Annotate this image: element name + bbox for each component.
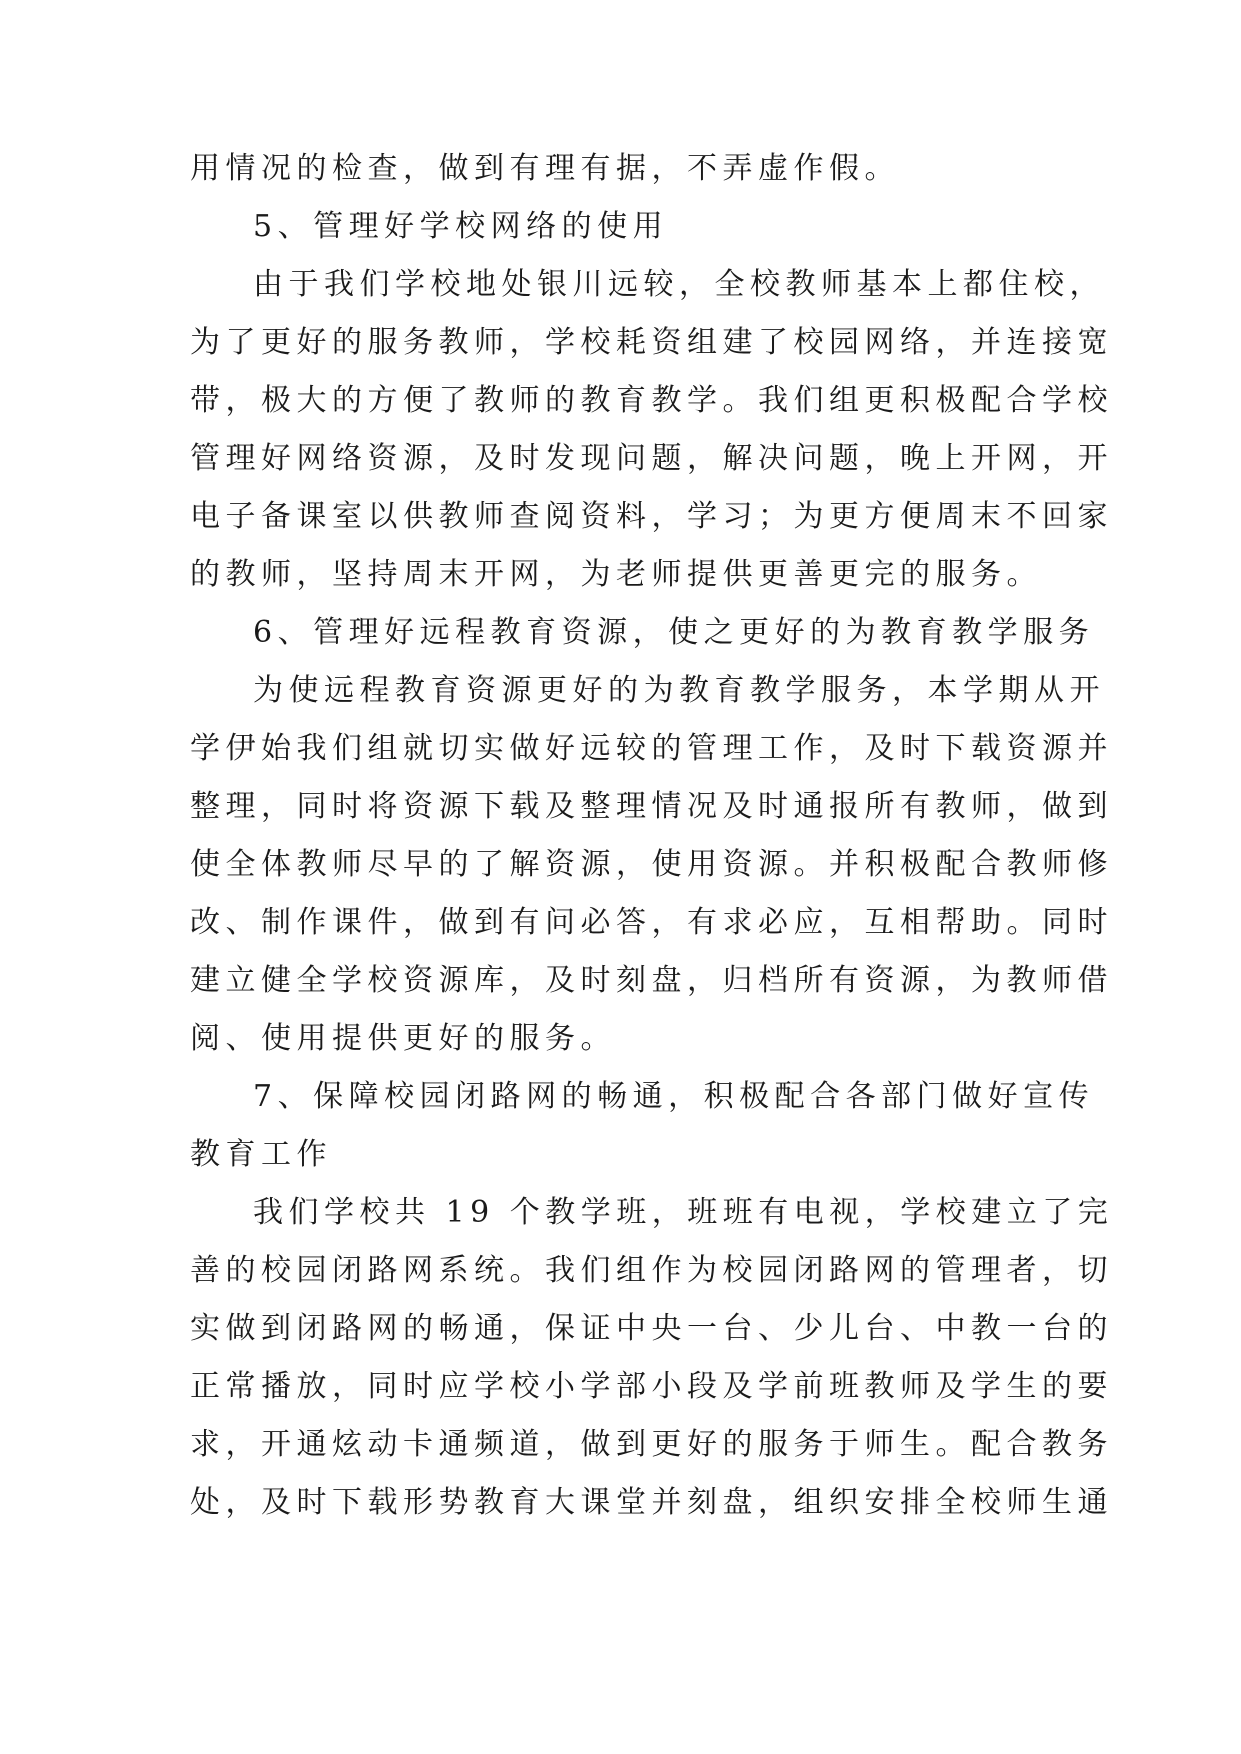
paragraph-line: 为使远程教育资源更好的为教育教学服务，本学期从开 [253, 673, 1105, 708]
section-heading-7-continued: 教育工作 [190, 1137, 332, 1172]
paragraph-line: 使全体教师尽早的了解资源，使用资源。并积极配合教师修 [190, 847, 1113, 882]
paragraph-line: 正常播放，同时应学校小学部小段及学前班教师及学生的要 [190, 1369, 1113, 1404]
paragraph-line: 管理好网络资源，及时发现问题，解决问题，晚上开网，开 [190, 441, 1113, 476]
paragraph-line: 带，极大的方便了教师的教育教学。我们组更积极配合学校 [190, 383, 1113, 418]
paragraph-line: 阅、使用提供更好的服务。 [190, 1021, 616, 1056]
section-heading-6: 6、管理好远程教育资源，使之更好的为教育教学服务 [253, 615, 1095, 650]
paragraph-line: 求，开通炫动卡通频道，做到更好的服务于师生。配合教务 [190, 1427, 1113, 1462]
paragraph-line: 由于我们学校地处银川远较，全校教师基本上都住校， [253, 267, 1105, 302]
paragraph-line: 电子备课室以供教师查阅资料，学习；为更方便周末不回家 [190, 499, 1113, 534]
paragraph-line: 的教师，坚持周末开网，为老师提供更善更完的服务。 [190, 557, 1042, 592]
paragraph-line: 善的校园闭路网系统。我们组作为校园闭路网的管理者，切 [190, 1253, 1113, 1288]
paragraph-line: 实做到闭路网的畅通，保证中央一台、少儿台、中教一台的 [190, 1311, 1113, 1346]
paragraph-line: 改、制作课件，做到有问必答，有求必应，互相帮助。同时 [190, 905, 1113, 940]
section-heading-7: 7、保障校园闭路网的畅通，积极配合各部门做好宣传 [253, 1079, 1095, 1114]
section-heading-5: 5、管理好学校网络的使用 [253, 209, 669, 244]
paragraph-line: 为了更好的服务教师，学校耗资组建了校园网络，并连接宽 [190, 325, 1113, 360]
paragraph-line: 处，及时下载形势教育大课堂并刻盘，组织安排全校师生通 [190, 1485, 1113, 1520]
paragraph-line: 建立健全学校资源库，及时刻盘，归档所有资源，为教师借 [190, 963, 1113, 998]
paragraph-line: 我们学校共 19 个教学班，班班有电视，学校建立了完 [253, 1195, 1114, 1230]
paragraph-line: 整理，同时将资源下载及整理情况及时通报所有教师，做到 [190, 789, 1113, 824]
paragraph-line: 学伊始我们组就切实做好远较的管理工作，及时下载资源并 [190, 731, 1113, 766]
paragraph-line: 用情况的检查，做到有理有据，不弄虚作假。 [190, 151, 900, 186]
